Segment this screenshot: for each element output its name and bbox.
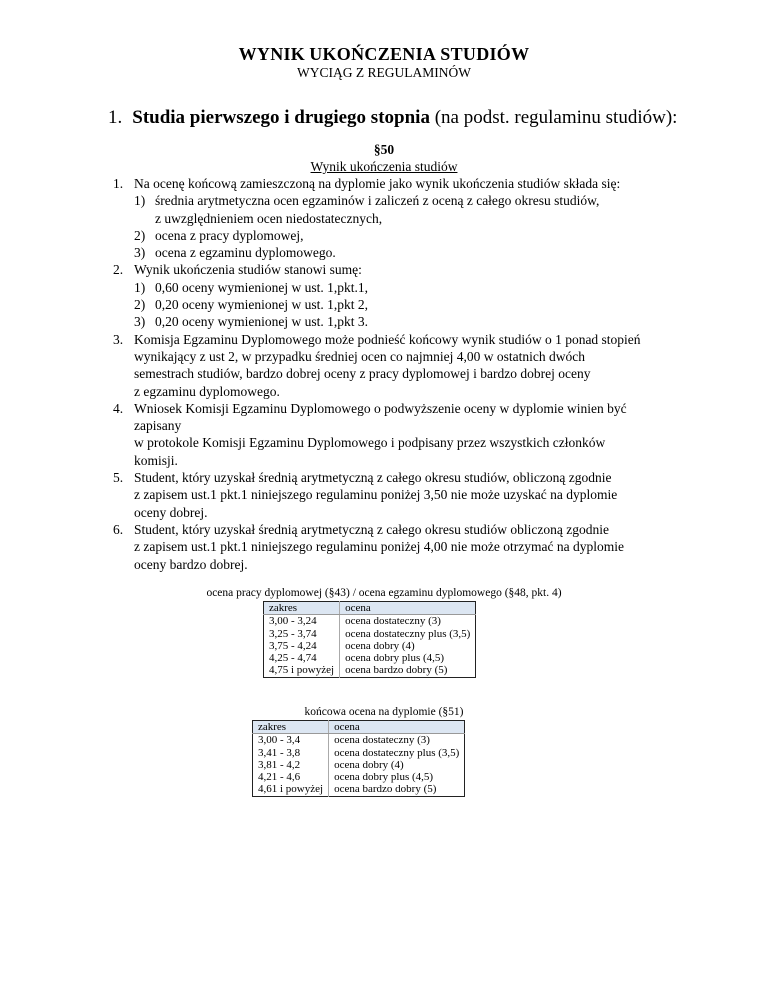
title-cap-3: S xyxy=(440,44,451,64)
item-text-line: Wynik ukończenia studiów stanowi sumę: xyxy=(134,262,362,278)
regulation-item xyxy=(113,400,658,469)
range-cell: 3,41 - 3,8 xyxy=(253,747,329,759)
item-number: 6. xyxy=(113,521,124,537)
item-text-line: oceny dobrej. xyxy=(134,504,208,520)
regulation-item xyxy=(113,521,658,573)
sub-item-number: 2) xyxy=(134,227,146,243)
table2-grades xyxy=(252,720,465,797)
title-cap-2: U xyxy=(309,44,323,64)
table-row xyxy=(264,652,476,664)
item-text-line: z zapisem ust.1 pkt.1 niniejszego regulaminu poniżej 3,50 nie może uzyskać na dyplomie xyxy=(134,487,618,503)
table-header-cell: zakres xyxy=(264,602,340,615)
item-number: 4. xyxy=(113,400,124,416)
item-text-line: Na ocenę końcową zamieszczoną na dyplomie jako wynik ukończenia studiów składa się: xyxy=(134,176,621,191)
sub-item-number: 3) xyxy=(134,314,146,330)
grade-cell: ocena dobry (4) xyxy=(340,640,476,652)
grade-cell: ocena dobry plus (4,5) xyxy=(329,771,465,783)
sub-item xyxy=(134,192,658,227)
grade-cell: ocena dostateczny plus (3,5) xyxy=(329,747,465,759)
range-cell: 3,25 - 3,74 xyxy=(264,628,340,640)
range-cell: 3,00 - 3,24 xyxy=(264,615,340,628)
item-text-line: Student, który uzyskał średnią arytmetyczną z całego okresu studiów, obliczoną zgodnie xyxy=(134,470,612,486)
table-row xyxy=(264,664,476,677)
table-row xyxy=(264,628,476,640)
section-title-bold: Studia pierwszego i drugiego stopnia xyxy=(132,107,430,128)
sub-item-text-line: ocena z pracy dyplomowej, xyxy=(155,227,304,243)
table2-caption: końcowa ocena na dyplomie (§51) xyxy=(304,706,464,718)
range-cell: 4,75 i powyżej xyxy=(264,664,340,677)
range-cell: 3,00 - 3,4 xyxy=(253,734,329,747)
sub-item xyxy=(134,227,658,244)
range-cell: 3,75 - 4,24 xyxy=(264,640,340,652)
item-text-line: z zapisem ust.1 pkt.1 niniejszego regulaminu poniżej 4,00 nie może otrzymać na dyplomie xyxy=(134,539,624,555)
item-number: 3. xyxy=(113,331,124,347)
title-rest-2: KOŃCZENIA xyxy=(322,44,437,64)
grade-cell: ocena dostateczny plus (3,5) xyxy=(340,628,476,640)
item-text-line: w protokole Komisji Egzaminu Dyplomowego i podpisany przez wszystkich członków xyxy=(134,435,606,451)
sub-item xyxy=(134,279,658,296)
section-title-normal: (na podst. regulaminu studiów): xyxy=(429,107,678,128)
range-cell: 4,61 i powyżej xyxy=(253,783,329,796)
item-number: 2. xyxy=(113,262,124,278)
regulation-item xyxy=(113,331,658,400)
item-text-line: oceny bardzo dobrej. xyxy=(134,556,248,572)
title-rest-3: TUDIÓW xyxy=(450,44,530,64)
sub-item-number: 2) xyxy=(134,297,146,313)
document-title xyxy=(0,44,768,65)
grade-cell: ocena dostateczny (3) xyxy=(329,734,465,747)
item-text-line: Student, który uzyskał średnią arytmetyczną z całego okresu studiów obliczoną zgodnie xyxy=(134,521,609,537)
sub-item xyxy=(134,313,658,330)
table-header-cell: zakres xyxy=(253,721,329,734)
item-text-line: wynikający z ust 2, w przypadku średniej ocen co najmniej 4,00 w ostatnich dwóch xyxy=(134,348,586,364)
table-row xyxy=(264,615,476,628)
regulation-item xyxy=(113,469,658,521)
item-text-line: komisji. xyxy=(134,452,178,468)
document-subtitle: WYCIĄG Z REGULAMINÓW xyxy=(297,65,471,80)
title-cap-1: W xyxy=(238,44,257,64)
table-row xyxy=(253,783,465,796)
sub-item-text-line: średnia arytmetyczna ocen egzaminów i zaliczeń z oceną z całego okresu studiów, xyxy=(155,193,600,209)
range-cell: 3,81 - 4,2 xyxy=(253,759,329,771)
section-number: 1. xyxy=(108,107,123,128)
sub-item xyxy=(134,244,658,261)
range-cell: 4,25 - 4,74 xyxy=(264,652,340,664)
regulation-items xyxy=(113,175,658,573)
sub-item-number: 3) xyxy=(134,245,146,261)
table-row xyxy=(253,759,465,771)
item-text-line: Komisja Egzaminu Dyplomowego może podnieść końcowy wynik studiów o 1 ponad stopień xyxy=(134,331,641,347)
table-row xyxy=(253,734,465,747)
grade-cell: ocena bardzo dobry (5) xyxy=(329,783,465,796)
sub-item-number: 1) xyxy=(134,279,146,295)
sub-item-text-line: 0,20 oceny wymienionej w ust. 1,pkt 2, xyxy=(155,297,368,313)
table-header-cell: ocena xyxy=(329,721,465,734)
table-row xyxy=(253,771,465,783)
paragraph-title: Wynik ukończenia studiów xyxy=(310,159,458,174)
item-text-line: semestrach studiów, bardzo dobrej oceny z pracy dyplomowej i bardzo dobrej oceny xyxy=(134,366,591,382)
grade-cell: ocena dobry (4) xyxy=(329,759,465,771)
sub-item-text-line: 0,60 oceny wymienionej w ust. 1,pkt.1, xyxy=(155,279,368,295)
table1-grades xyxy=(263,601,476,678)
table1-caption: ocena pracy dyplomowej (§43) / ocena egzaminu dyplomowego (§48, pkt. 4) xyxy=(206,587,562,599)
title-rest-1: YNIK xyxy=(256,44,306,64)
table-row xyxy=(253,747,465,759)
item-text-line: Wniosek Komisji Egzaminu Dyplomowego o podwyższenie oceny w dyplomie winien być xyxy=(134,400,627,416)
table-header-row xyxy=(264,602,476,615)
item-text-line: z egzaminu dyplomowego. xyxy=(134,383,280,399)
grade-cell: ocena bardzo dobry (5) xyxy=(340,664,476,677)
sub-item-number: 1) xyxy=(134,193,146,209)
sub-item-text-line: ocena z egzaminu dyplomowego. xyxy=(155,245,336,261)
table-row xyxy=(264,640,476,652)
regulation-item xyxy=(113,175,658,261)
paragraph-mark: §50 xyxy=(373,142,395,157)
sub-item-text-line: z uwzględnieniem ocen niedostatecznych, xyxy=(155,210,383,226)
item-number: 1. xyxy=(113,176,124,191)
grade-cell: ocena dobry plus (4,5) xyxy=(340,652,476,664)
sub-item-text-line: 0,20 oceny wymienionej w ust. 1,pkt 3. xyxy=(155,314,368,330)
range-cell: 4,21 - 4,6 xyxy=(253,771,329,783)
item-text-line: zapisany xyxy=(134,418,182,434)
sub-item xyxy=(134,296,658,313)
section-heading xyxy=(108,107,708,129)
item-number: 5. xyxy=(113,470,124,486)
table-header-cell: ocena xyxy=(340,602,476,615)
table-header-row xyxy=(253,721,465,734)
regulation-item xyxy=(113,261,658,330)
grade-cell: ocena dostateczny (3) xyxy=(340,615,476,628)
